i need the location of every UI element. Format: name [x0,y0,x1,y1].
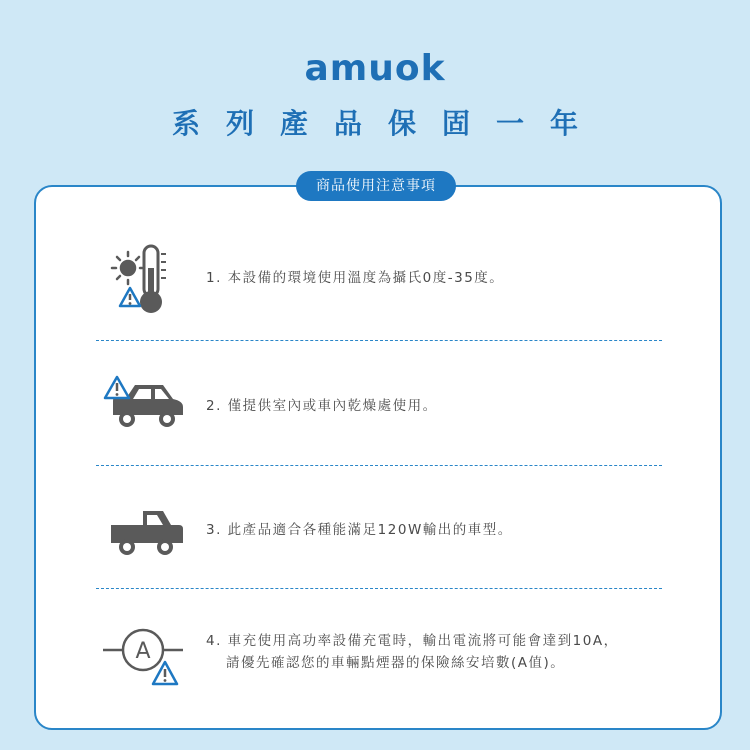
notice-item-1 [96,238,666,318]
ammeter-warning-icon [96,612,192,692]
notice-text-4-line2: 請優先確認您的車輛點煙器的保險絲安培數(A值)。 [226,655,566,671]
truck-icon [96,490,192,570]
section-title-badge: 商品使用注意事項 [296,171,456,201]
notice-item-3 [96,490,666,570]
notice-item-2 [96,366,666,446]
notice-item-4 [96,612,666,692]
notice-text-4-line1: 4. 車充使用高功率設備充電時，輸出電流將可能會達到10A， [206,633,619,649]
car-warning-icon [96,366,192,446]
notice-text-2: 2. 僅提供室內或車內乾燥處使用。 [206,398,438,414]
divider [96,340,662,341]
notice-text-1: 1. 本設備的環境使用溫度為攝氏0度-35度。 [206,270,505,286]
divider [96,465,662,466]
svg-text:A: A [135,639,151,664]
notice-text-4 [206,630,619,674]
page-headline: 系列產品保固一年 [171,107,604,140]
brand-logo: amuok [304,48,446,89]
notice-text-3: 3. 此產品適合各種能滿足120W輸出的車型。 [206,522,513,538]
thermometer-warning-icon [96,238,192,318]
divider [96,588,662,589]
